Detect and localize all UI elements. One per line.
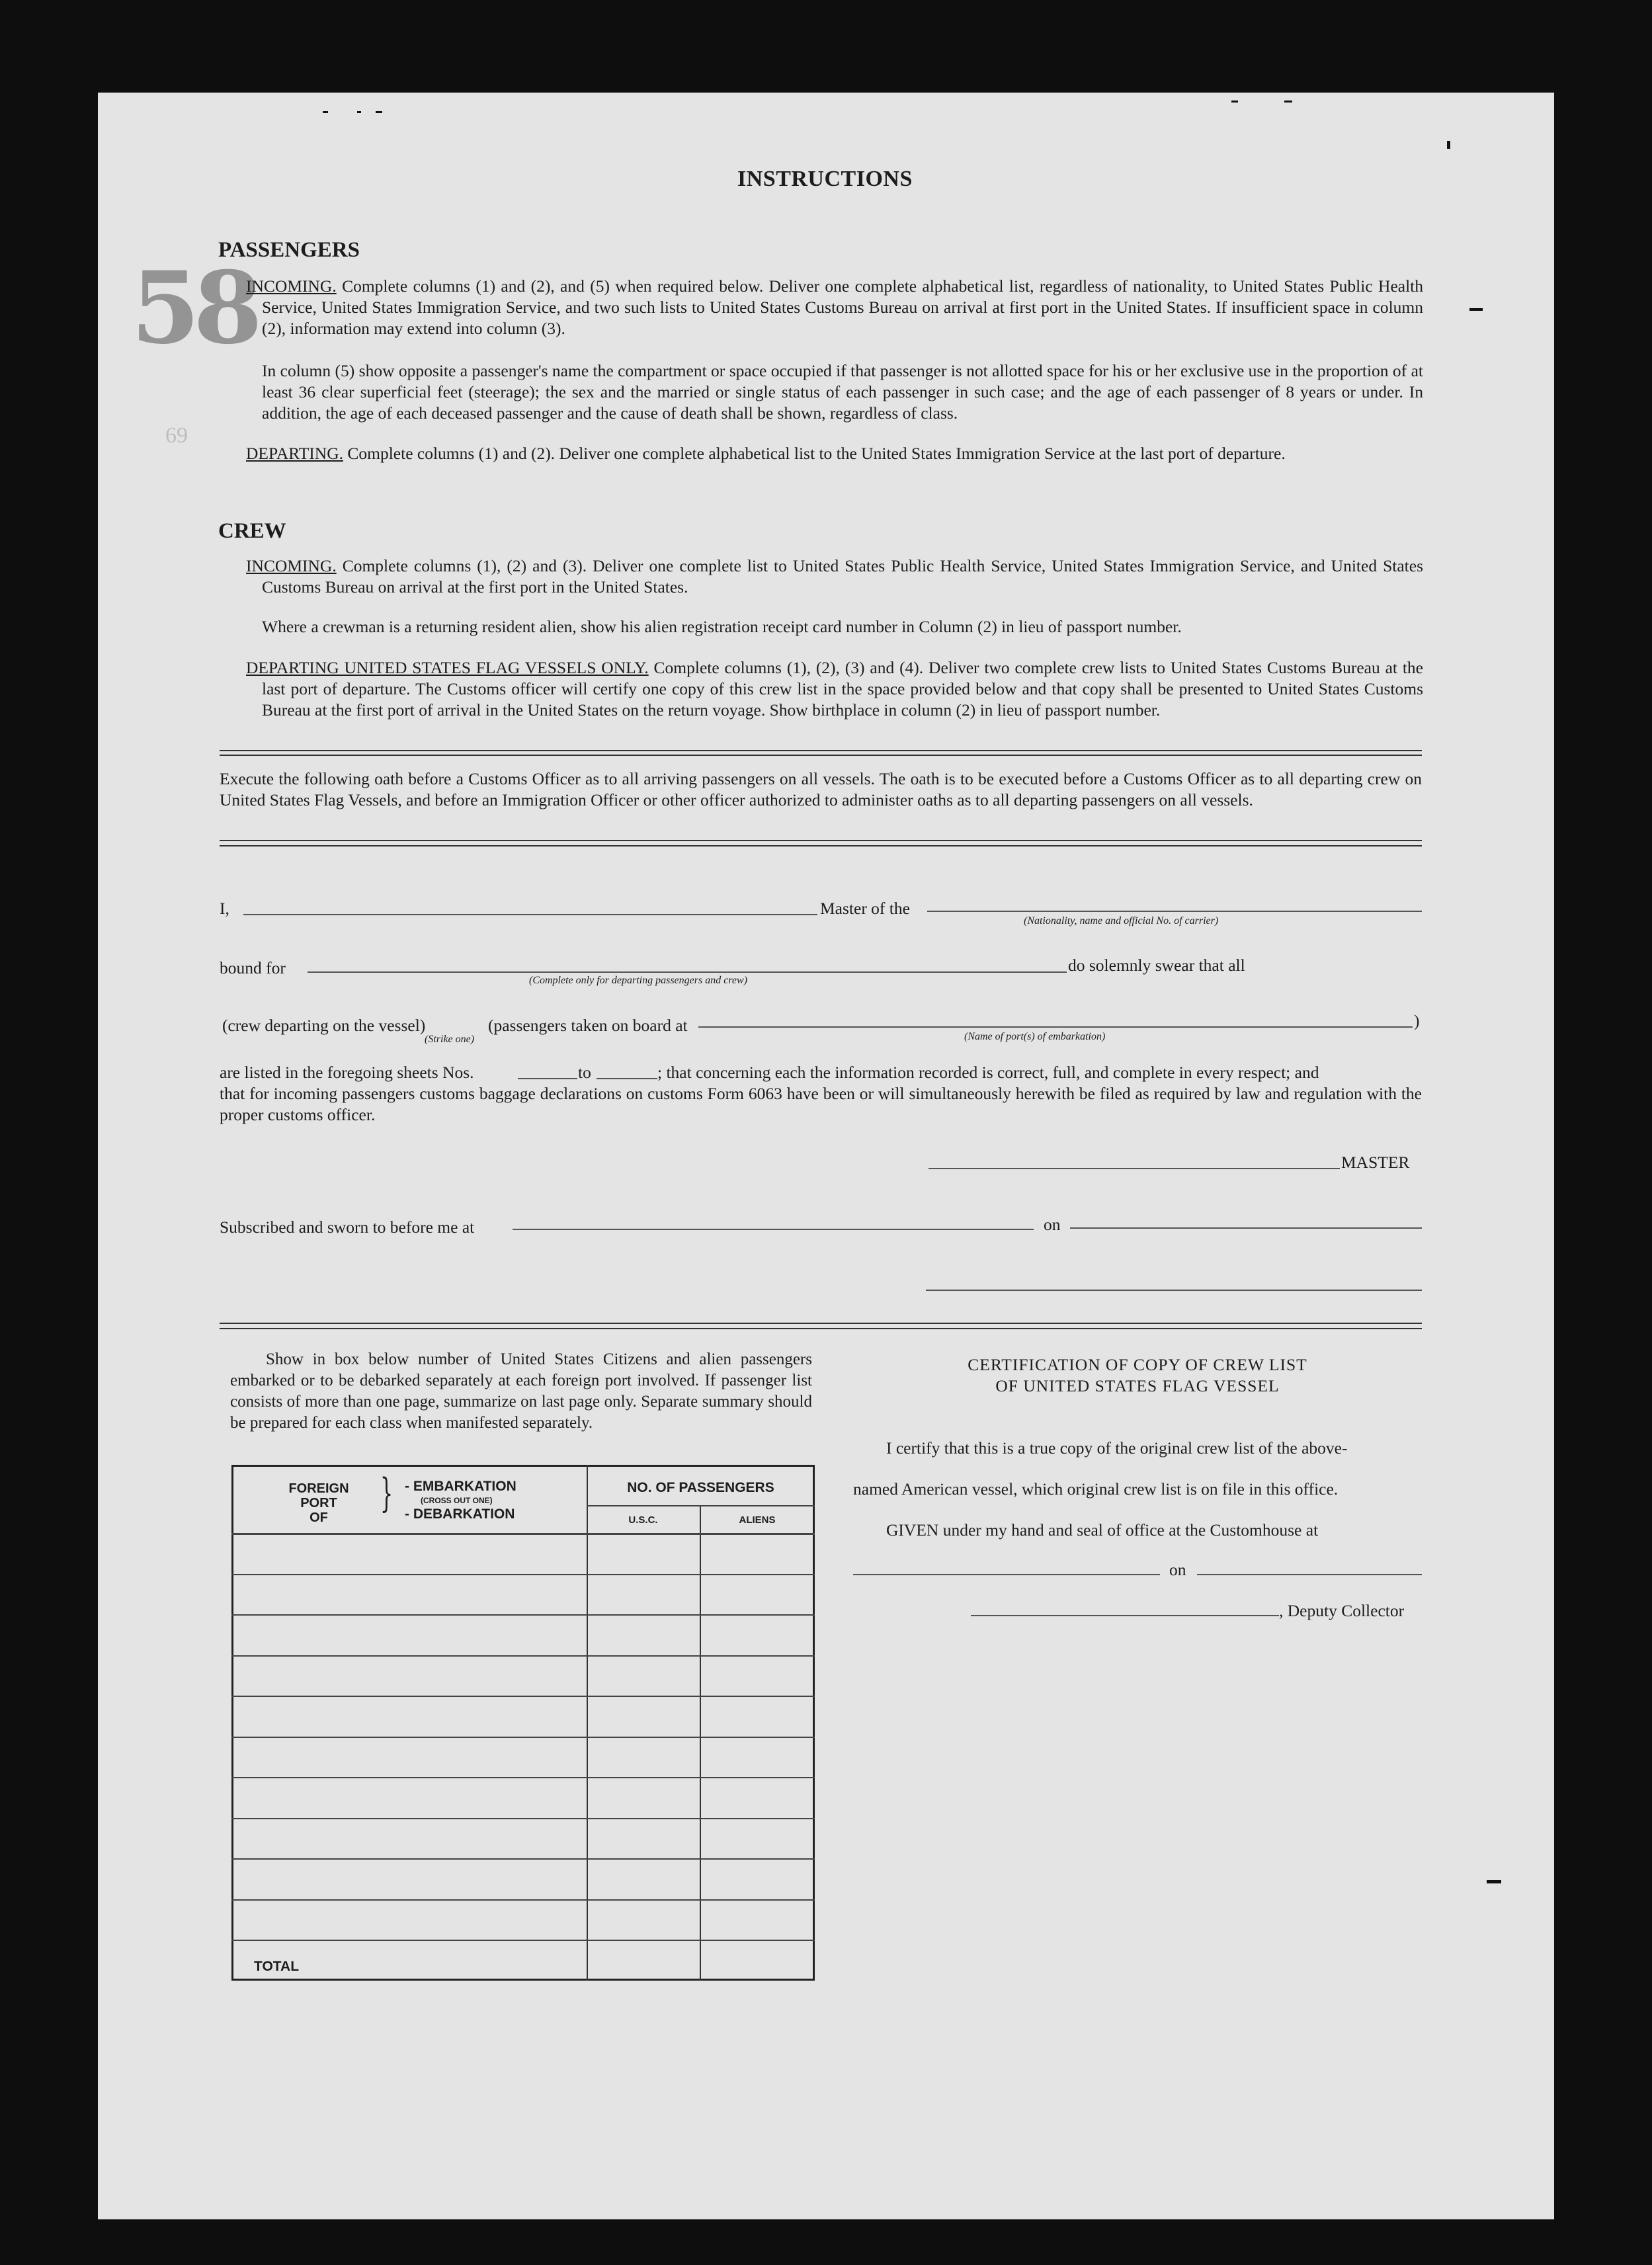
certification-text-l2: named American vessel, which original crew list is on file in this office. <box>853 1479 1339 1499</box>
divider <box>220 750 1422 751</box>
port-cell[interactable] <box>235 1624 585 1654</box>
scan-speck <box>1231 101 1238 103</box>
crew-incoming-text: Complete columns (1), (2) and (3). Deliver one complete list to United States Public Health Service, United States Immigration Service, and United States Customs Bureau on arrival at the first port in the United States. <box>262 556 1423 597</box>
passengers-incoming-label: INCOMING. <box>246 276 337 296</box>
bound-for-field[interactable] <box>308 971 1067 973</box>
table-row-divider <box>231 1696 815 1697</box>
passengers-incoming-text: Complete columns (1) and (2), and (5) when required below. Deliver one complete alphabetical list, regardless of nationality, to United States Public Health Service, United States Immigration Service, and two such lists to United States Customs Bureau on arrival at first port in the United States. If insufficient space in column (2), information may extend into column (3). <box>262 276 1423 338</box>
master-name-field[interactable] <box>243 914 817 915</box>
usc-cell[interactable] <box>589 1786 698 1817</box>
certification-given: GIVEN under my hand and seal of office at the Customhouse at <box>886 1520 1319 1540</box>
passengers-incoming-paragraph <box>246 276 1423 339</box>
port-cell[interactable] <box>235 1583 585 1614</box>
foreign-port-header-l1: FOREIGN <box>288 1481 349 1496</box>
table-header-divider <box>231 1533 815 1535</box>
certification-title <box>847 1354 1428 1397</box>
total-label: TOTAL <box>254 1959 300 1974</box>
sheet-from-field[interactable] <box>518 1078 577 1079</box>
usc-cell[interactable] <box>589 1542 698 1573</box>
close-paren: ) <box>1414 1011 1420 1030</box>
usc-cell[interactable] <box>589 1705 698 1735</box>
summary-instructions: Show in box below number of United States Citizens and alien passengers embarked or to be debarked separately at each foreign port involved. If passenger list consists of more than one page, summarize on last page only. Separate summary should be prepared for each class when manifested separately. <box>230 1350 812 1432</box>
scan-speck <box>1487 1880 1501 1883</box>
aliens-cell[interactable] <box>702 1705 813 1735</box>
aliens-cell[interactable] <box>702 1746 813 1776</box>
page-title: INSTRUCTIONS <box>737 167 913 191</box>
port-cell[interactable] <box>235 1542 585 1573</box>
table-subheader-divider <box>587 1505 815 1506</box>
certification-title-l1: CERTIFICATION OF COPY OF CREW LIST <box>968 1355 1307 1374</box>
divider <box>220 1328 1422 1329</box>
cross-out-note: (CROSS OUT ONE) <box>421 1496 493 1505</box>
embarkation-header[interactable]: - EMBARKATION <box>405 1479 516 1494</box>
aliens-cell[interactable] <box>702 1583 813 1614</box>
oath-intro: Execute the following oath before a Customs Officer as to all arriving passengers on all vessels. The oath is to be executed before a Customs Officer as to all departing crew on United States Flag Vessels, and before an Immigration Officer or other officer authorized to administer oaths as to all departing passengers on all vessels. <box>220 769 1422 809</box>
table-row-divider <box>231 1899 815 1901</box>
aliens-cell[interactable] <box>702 1827 813 1858</box>
page-number-stamp: 58 <box>131 250 256 366</box>
crew-departing-label: DEPARTING UNITED STATES FLAG VESSELS ONLY. <box>246 658 649 677</box>
table-col-divider <box>587 1465 588 1981</box>
divider <box>220 1323 1422 1324</box>
listed-to-label: to <box>578 1063 591 1082</box>
aliens-cell[interactable] <box>702 1665 813 1695</box>
master-label: MASTER <box>1341 1153 1410 1172</box>
crew-departing-text: Complete columns (1), (2), (3) and (4). Deliver two complete crew lists to United States Customs Bureau at the last port of departure. The Customs officer will certify one copy of this crew list in the space provided below and that copy shall be presented to United States Customs Bureau at the first port of arrival in the United States on the return voyage. Show birthplace in column (2) in lieu of passport number. <box>262 658 1424 720</box>
certification-title-l2: OF UNITED STATES FLAG VESSEL <box>995 1376 1280 1395</box>
table-row-divider <box>231 1655 815 1657</box>
crew-resident-paragraph: Where a crewman is a returning resident alien, show his alien registration receipt card number in Column (2) in lieu of passport number. <box>262 617 1182 636</box>
ghost-number: 69 <box>165 423 188 448</box>
foreign-port-header-l3: OF <box>310 1510 328 1525</box>
embarkation-ports-field[interactable] <box>698 1026 1413 1028</box>
passengers-departing-label: DEPARTING. <box>246 444 343 463</box>
oath-i-label: I, <box>220 899 229 918</box>
scan-speck <box>1469 308 1483 311</box>
table-row-divider <box>231 1777 815 1778</box>
column5-paragraph: In column (5) show opposite a passenger's name the compartment or space occupied if that passenger is not allotted space for his or her exclusive use in the proportion of at least 36 clear superficial feet (steerage); the sex and the married or single status of each passenger in such case; and the age of each passenger of 8 years or under. In addition, the age of each deceased passenger and the cause of death shall be shown, regardless of class. <box>262 361 1423 423</box>
master-signature-field[interactable] <box>929 1168 1340 1169</box>
debarkation-header[interactable]: - DEBARKATION <box>405 1506 515 1522</box>
sworn-place-field[interactable] <box>513 1229 1034 1230</box>
customhouse-field[interactable] <box>853 1574 1160 1575</box>
port-cell[interactable] <box>235 1746 585 1776</box>
usc-cell[interactable] <box>589 1909 698 1939</box>
usc-header: U.S.C. <box>628 1514 658 1526</box>
aliens-cell[interactable] <box>702 1624 813 1654</box>
aliens-header: ALIENS <box>739 1514 776 1526</box>
passengers-departing-text: Complete columns (1) and (2). Deliver one complete alphabetical list to the United States Immigration Service at the last port of departure. <box>347 444 1286 463</box>
aliens-cell[interactable] <box>702 1868 813 1898</box>
port-cell[interactable] <box>235 1705 585 1735</box>
table-col-divider <box>700 1505 701 1981</box>
port-cell[interactable] <box>235 1786 585 1817</box>
divider <box>220 845 1422 846</box>
bound-for-caption: (Complete only for departing passengers and crew) <box>529 975 748 986</box>
scan-speck <box>357 111 361 113</box>
passengers-departing-paragraph <box>246 443 1423 464</box>
passengers-taken-option[interactable]: (passengers taken on board at <box>488 1016 688 1035</box>
deputy-signature-field[interactable] <box>971 1615 1279 1616</box>
table-row-divider <box>231 1574 815 1575</box>
port-cell[interactable] <box>235 1665 585 1695</box>
certification-on-label: on <box>1169 1560 1186 1579</box>
strike-caption: (Strike one) <box>425 1034 475 1045</box>
port-cell[interactable] <box>235 1827 585 1858</box>
usc-cell[interactable] <box>589 1665 698 1695</box>
carrier-caption: (Nationality, name and official No. of carrier) <box>1024 915 1219 927</box>
aliens-cell[interactable] <box>702 1542 813 1573</box>
crew-incoming-label: INCOMING. <box>246 556 337 575</box>
listed-label: are listed in the foregoing sheets Nos. <box>220 1063 474 1082</box>
scan-speck <box>1447 141 1450 149</box>
table-row-divider <box>231 1858 815 1860</box>
carrier-field[interactable] <box>927 911 1422 912</box>
crew-departing-paragraph <box>246 657 1424 721</box>
usc-cell[interactable] <box>589 1583 698 1614</box>
sworn-date-field[interactable] <box>1070 1227 1422 1229</box>
scan-speck <box>1284 101 1292 103</box>
table-row-divider <box>231 1614 815 1616</box>
listed-continuation: ; that concerning each the information recorded is correct, full, and complete in every respect; and <box>657 1063 1319 1082</box>
sheet-to-field[interactable] <box>597 1078 657 1079</box>
crew-departing-option[interactable]: (crew departing on the vessel) <box>222 1016 426 1035</box>
divider <box>220 755 1422 756</box>
subscribed-label: Subscribed and sworn to before me at <box>220 1217 475 1237</box>
divider <box>220 840 1422 841</box>
ports-caption: (Name of port(s) of embarkation) <box>964 1031 1106 1042</box>
usc-cell[interactable] <box>589 1746 698 1776</box>
bound-for-label: bound for <box>220 958 286 977</box>
table-row-divider <box>231 1737 815 1738</box>
crew-heading: CREW <box>218 519 286 543</box>
usc-cell[interactable] <box>589 1827 698 1858</box>
certification-date-field[interactable] <box>1197 1574 1422 1575</box>
port-cell[interactable] <box>235 1868 585 1898</box>
table-row-divider <box>231 1818 815 1819</box>
scan-speck <box>376 111 382 113</box>
brace-icon: } <box>380 1470 393 1516</box>
listed-continuation-2: that for incoming passengers customs baggage declarations on customs Form 6063 have been or will simultaneously herewith be filed as required by law and regulation with the proper customs officer. <box>220 1084 1422 1124</box>
aliens-cell[interactable] <box>702 1909 813 1939</box>
foreign-port-header <box>263 1481 374 1525</box>
table-row-divider <box>231 1940 815 1941</box>
scan-speck <box>323 111 328 113</box>
sworn-on-label: on <box>1044 1215 1061 1234</box>
foreign-port-header-l2: PORT <box>300 1496 337 1510</box>
usc-cell[interactable] <box>589 1868 698 1898</box>
port-cell[interactable] <box>235 1909 585 1939</box>
crew-incoming-paragraph <box>246 556 1423 598</box>
no-of-passengers-header: NO. OF PASSENGERS <box>627 1480 774 1495</box>
master-of-label: Master of the <box>820 899 910 918</box>
usc-cell[interactable] <box>589 1624 698 1654</box>
deputy-collector-label: , Deputy Collector <box>1279 1601 1405 1620</box>
aliens-cell[interactable] <box>702 1786 813 1817</box>
passengers-heading: PASSENGERS <box>218 238 360 262</box>
certification-text-l1: I certify that this is a true copy of the original crew list of the above- <box>886 1438 1348 1458</box>
officer-signature-field[interactable] <box>926 1290 1422 1291</box>
swear-label: do solemnly swear that all <box>1068 956 1245 975</box>
